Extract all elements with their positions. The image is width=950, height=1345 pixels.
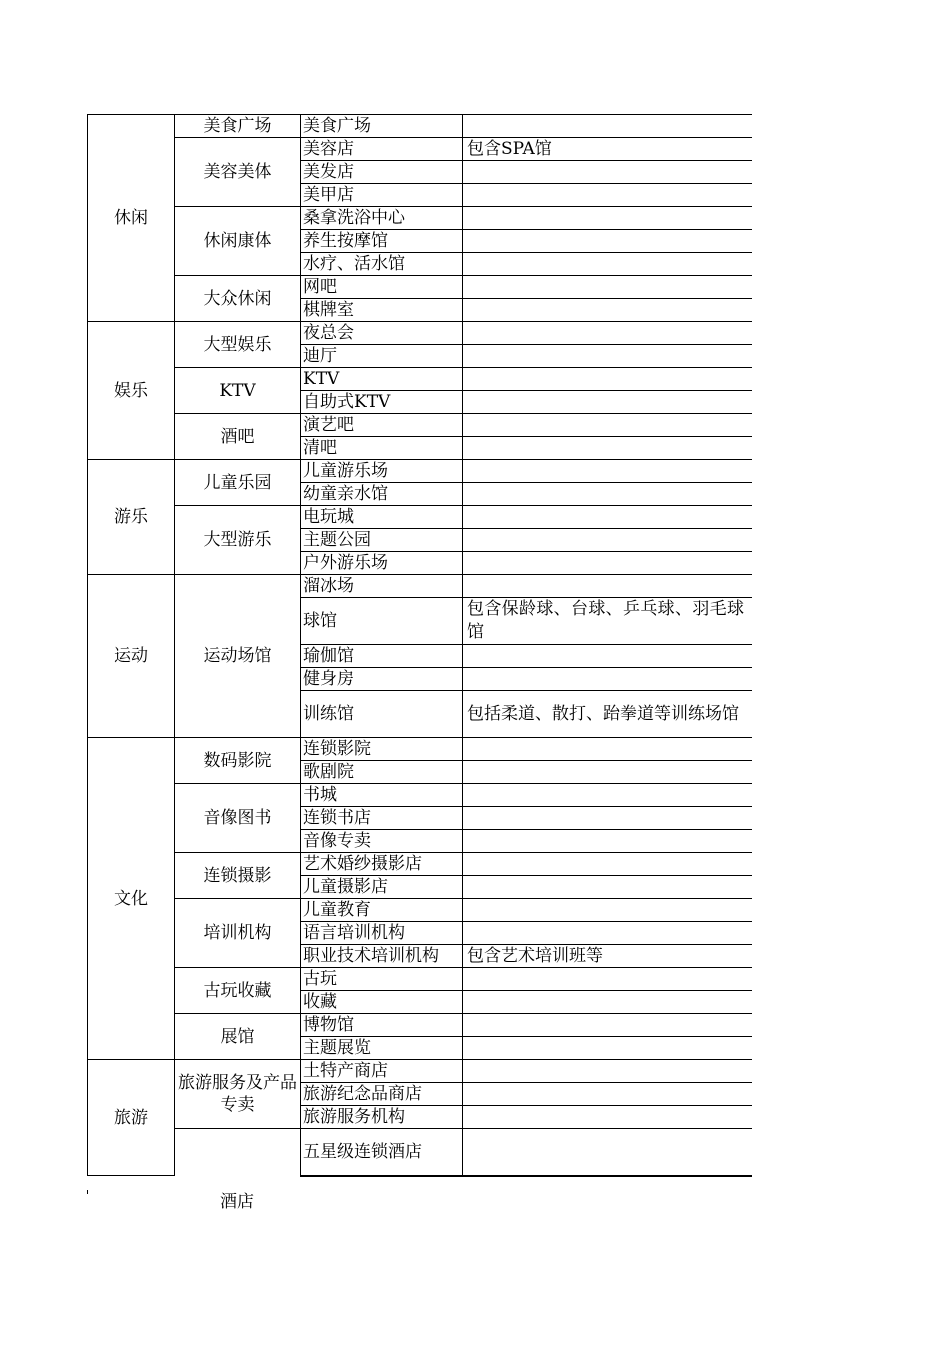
item-cell: 养生按摩馆: [301, 230, 463, 253]
note-cell: [463, 230, 753, 253]
note-cell: [463, 738, 753, 761]
note-cell: [463, 922, 753, 945]
item-cell: 土特产商店: [301, 1060, 463, 1083]
note-cell: [463, 529, 753, 552]
sub-category-cell: 古玩收藏: [175, 968, 301, 1014]
item-cell: 歌剧院: [301, 761, 463, 784]
item-cell: 训练馆: [301, 691, 463, 738]
category-cell: 运动: [88, 575, 175, 738]
item-cell: 主题展览: [301, 1037, 463, 1060]
category-sheet: [87, 114, 752, 1194]
sheet-left-edge: [87, 1190, 88, 1194]
note-cell: [463, 876, 753, 899]
sub-category-cell: 美容美体: [175, 138, 301, 207]
table-row: [88, 207, 753, 230]
note-cell: [463, 552, 753, 575]
category-cell: 娱乐: [88, 322, 175, 460]
note-cell: [463, 761, 753, 784]
note-cell: [463, 253, 753, 276]
item-cell: KTV: [301, 368, 463, 391]
sub-category-cell: 休闲康体: [175, 207, 301, 276]
sub-category-cell: 培训机构: [175, 899, 301, 968]
item-cell: 儿童教育: [301, 899, 463, 922]
item-cell: 清吧: [301, 437, 463, 460]
table-row: [88, 738, 753, 761]
sub-category-cell: 数码影院: [175, 738, 301, 784]
item-cell: 棋牌室: [301, 299, 463, 322]
note-cell: [463, 784, 753, 807]
note-cell: [463, 345, 753, 368]
note-cell: [463, 506, 753, 529]
table-row: [88, 1060, 753, 1083]
note-cell: [463, 460, 753, 483]
item-cell: 儿童摄影店: [301, 876, 463, 899]
item-cell: 音像专卖: [301, 830, 463, 853]
item-cell: 夜总会: [301, 322, 463, 345]
table-row: [88, 784, 753, 807]
category-cell: 文化: [88, 738, 175, 1060]
table-row: [88, 138, 753, 161]
sub-category-cell: 美食广场: [175, 115, 301, 138]
sub-category-cell: 大众休闲: [175, 276, 301, 322]
item-cell: 职业技术培训机构: [301, 945, 463, 968]
note-cell: [463, 645, 753, 668]
sub-category-cell: 大型娱乐: [175, 322, 301, 368]
sub-category-cell: 旅游服务及产品专卖: [175, 1060, 301, 1129]
category-table-body: [88, 115, 753, 1176]
table-row: [88, 506, 753, 529]
item-cell: 自助式KTV: [301, 391, 463, 414]
note-cell: [463, 968, 753, 991]
note-cell: [463, 668, 753, 691]
note-cell: [463, 1083, 753, 1106]
item-cell: 球馆: [301, 598, 463, 645]
item-cell: 美食广场: [301, 115, 463, 138]
sub-category-cell: KTV: [175, 368, 301, 414]
note-cell: [463, 299, 753, 322]
table-row: [88, 853, 753, 876]
item-cell: 艺术婚纱摄影店: [301, 853, 463, 876]
table-row: [88, 368, 753, 391]
sub-category-cell: 音像图书: [175, 784, 301, 853]
item-cell: 主题公园: [301, 529, 463, 552]
table-row: [88, 322, 753, 345]
note-cell: [463, 414, 753, 437]
table-row: [88, 899, 753, 922]
item-cell: 户外游乐场: [301, 552, 463, 575]
note-cell: 包含SPA馆: [463, 138, 753, 161]
note-cell: [463, 322, 753, 345]
note-cell: [463, 1129, 753, 1176]
item-cell: 电玩城: [301, 506, 463, 529]
item-cell: 水疗、活水馆: [301, 253, 463, 276]
table-row: [88, 276, 753, 299]
item-cell: 美容店: [301, 138, 463, 161]
item-cell: 美甲店: [301, 184, 463, 207]
note-cell: [463, 368, 753, 391]
item-cell: 博物馆: [301, 1014, 463, 1037]
item-cell: 收藏: [301, 991, 463, 1014]
item-cell: 网吧: [301, 276, 463, 299]
item-cell: 连锁影院: [301, 738, 463, 761]
note-cell: 包含艺术培训班等: [463, 945, 753, 968]
note-cell: [463, 391, 753, 414]
item-cell: 语言培训机构: [301, 922, 463, 945]
item-cell: 桑拿洗浴中心: [301, 207, 463, 230]
note-cell: [463, 161, 753, 184]
category-cell: 旅游: [88, 1060, 175, 1176]
note-cell: [463, 853, 753, 876]
item-cell: 瑜伽馆: [301, 645, 463, 668]
note-cell: [463, 830, 753, 853]
item-cell: 溜冰场: [301, 575, 463, 598]
item-cell: 儿童游乐场: [301, 460, 463, 483]
table-row: [88, 968, 753, 991]
note-cell: [463, 575, 753, 598]
sub-category-cell: 大型游乐: [175, 506, 301, 575]
item-cell: 旅游纪念品商店: [301, 1083, 463, 1106]
table-row: [88, 1014, 753, 1037]
sub-category-cell: 展馆: [175, 1014, 301, 1060]
sub-category-cell: 酒吧: [175, 414, 301, 460]
note-cell: [463, 899, 753, 922]
note-cell: [463, 115, 753, 138]
note-cell: [463, 991, 753, 1014]
item-cell: 健身房: [301, 668, 463, 691]
category-cell: 游乐: [88, 460, 175, 575]
table-row: [88, 115, 753, 138]
item-cell: 五星级连锁酒店: [301, 1129, 463, 1176]
category-table: [87, 114, 752, 1177]
note-cell: [463, 1106, 753, 1129]
sub-category-cell: 酒店: [175, 1190, 299, 1214]
note-cell: [463, 437, 753, 460]
sub-category-cell: 儿童乐园: [175, 460, 301, 506]
item-cell: 旅游服务机构: [301, 1106, 463, 1129]
item-cell: 幼童亲水馆: [301, 483, 463, 506]
note-cell: [463, 276, 753, 299]
note-cell: [463, 1060, 753, 1083]
table-row: [88, 575, 753, 598]
item-cell: 迪厅: [301, 345, 463, 368]
table-row: [88, 460, 753, 483]
note-cell: 包括柔道、散打、跆拳道等训练场馆: [463, 691, 753, 738]
note-cell: [463, 1037, 753, 1060]
item-cell: 古玩: [301, 968, 463, 991]
item-cell: 书城: [301, 784, 463, 807]
note-cell: [463, 207, 753, 230]
item-cell: 美发店: [301, 161, 463, 184]
category-cell: 休闲: [88, 115, 175, 322]
note-cell: [463, 483, 753, 506]
sub-category-spacer: [175, 1129, 301, 1176]
note-cell: [463, 807, 753, 830]
sub-category-cell: 运动场馆: [175, 575, 301, 738]
note-cell: [463, 184, 753, 207]
table-row: [88, 1129, 753, 1176]
note-cell: [463, 1014, 753, 1037]
table-row: [88, 414, 753, 437]
item-cell: 演艺吧: [301, 414, 463, 437]
sub-category-cell: 连锁摄影: [175, 853, 301, 899]
note-cell: 包含保龄球、台球、乒乓球、羽毛球馆: [463, 598, 753, 645]
item-cell: 连锁书店: [301, 807, 463, 830]
